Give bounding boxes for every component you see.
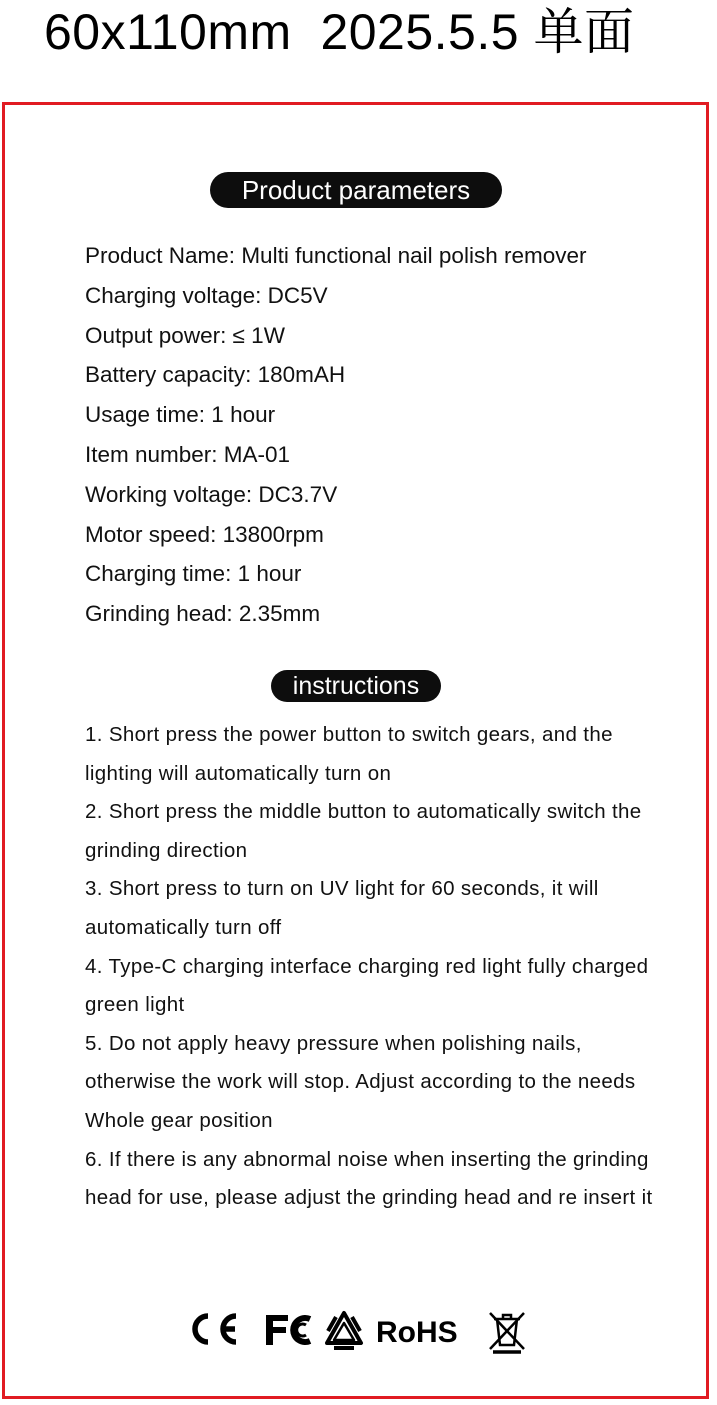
certification-marks-svg — [188, 1305, 533, 1355]
instruction-item: 4. Type-C charging interface charging red light fully charged green light — [85, 954, 649, 1017]
instructions-heading: instructions — [271, 670, 441, 702]
fc-mark-icon — [266, 1315, 310, 1345]
recycle-icon — [327, 1313, 361, 1348]
instruction-item: 2. Short press the middle button to automatically switch the grinding direction — [85, 800, 642, 862]
param-product-name: Product Name: Multi functional nail polish remover — [85, 243, 587, 268]
instruction-item: 5. Do not apply heavy pressure when polishing nails, otherwise the work will stop. Adjust according to the needs Whole gear position — [85, 1031, 636, 1132]
instruction-list — [85, 716, 665, 1218]
param-working-voltage: Working voltage: DC3.7V — [85, 481, 338, 507]
certification-marks — [188, 1305, 533, 1355]
param-grinding-head: Grinding head: 2.35mm — [85, 601, 321, 627]
rohs-mark: RoHS — [376, 1316, 458, 1349]
instruction-item: 1. Short press the power button to switch gears, and the lighting will automatically turn on — [85, 723, 613, 785]
param-charging-time: Charging time: 1 hour — [85, 561, 302, 587]
header-title — [44, 0, 717, 64]
ce-mark-icon — [195, 1316, 236, 1342]
param-motor-speed: Motor speed: 13800rpm — [85, 521, 324, 547]
instruction-item: 6. If there is any abnormal noise when inserting the grinding head for use, please adjust the grinding head and re insert it — [85, 1147, 653, 1210]
header-date: 2025.5.5 — [320, 4, 520, 60]
param-usage-time: Usage time: 1 hour — [85, 402, 276, 428]
param-item-number: Item number: MA-01 — [85, 441, 291, 467]
weee-bin-icon — [490, 1313, 524, 1352]
param-battery-capacity: Battery capacity: 180mAH — [85, 362, 346, 388]
product-parameters-heading: Product parameters — [210, 172, 502, 208]
parameter-list — [85, 236, 685, 634]
param-charging-voltage: Charging voltage: DC5V — [85, 282, 328, 308]
header-side: 单面 — [533, 3, 635, 61]
param-output-power: Output power: ≤ 1W — [85, 322, 285, 348]
instruction-item: 3. Short press to turn on UV light for 60 seconds, it will automatically turn off — [85, 877, 599, 939]
header-spec: 60x110mm — [44, 4, 292, 60]
